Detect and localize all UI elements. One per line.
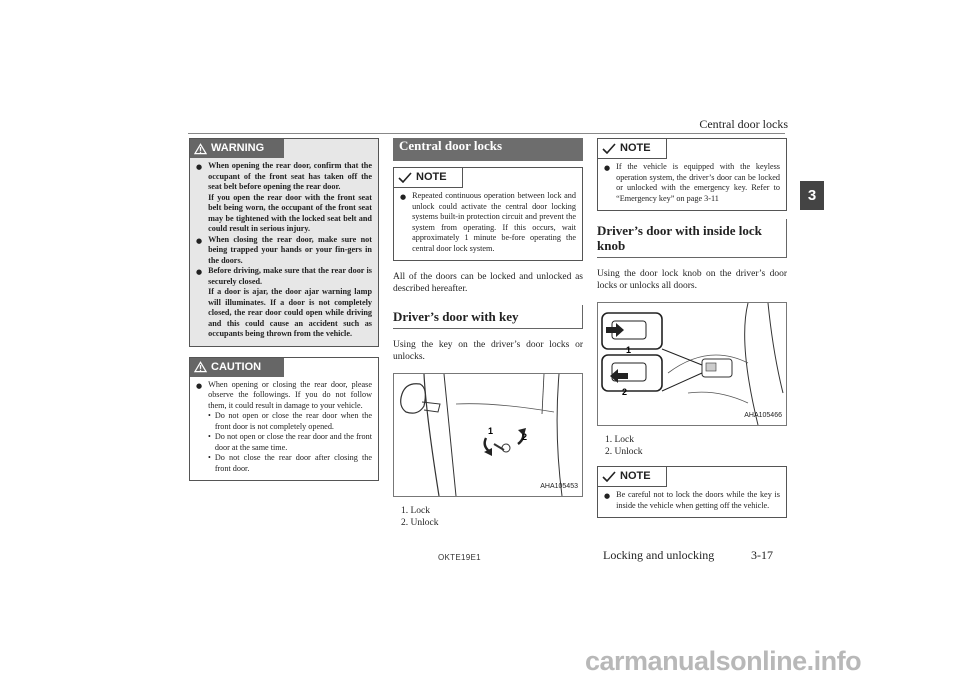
figure-callout-2: 2 [622,387,628,397]
caution-subitem: • Do not open or close the rear door and the front door at the same time. [208,432,372,452]
column-right [597,138,787,518]
header-rule [188,133,785,134]
door-key-illustration [394,374,582,496]
warning-item-text: When closing the rear door, make sure not being trapped your hands or your fin-gers in the doors. [208,234,372,265]
bullet-icon: ● [196,268,203,276]
footer-code: OKTE19E1 [438,553,481,562]
caution-subitem-text: Do not close the rear door after closing the front door. [214,453,372,473]
figure-code: AHA105453 [540,482,578,490]
note-item [604,162,780,204]
note-text: Be careful not to lock the doors while the key is inside the vehicle when getting off the vehicle. [616,490,780,510]
note-item [604,490,780,511]
bullet-icon: ● [604,164,611,172]
column-left [189,138,379,481]
caution-intro: When opening or closing the rear door, please observe the followings. If you do not follow them, it could result in damage to your vehicle. [208,379,372,410]
caution-subitem: • Do not close the rear door after closing the front door. [208,453,372,473]
key-legend [401,505,583,529]
note-box [597,138,787,211]
running-header-title: Central door locks [699,117,788,131]
note-label: NOTE [620,142,651,155]
note-pen-icon [602,143,616,154]
bullet-icon: ● [196,236,203,245]
note-body [598,487,786,517]
inside-knob-illustration [598,303,786,425]
bullet-icon: ● [196,381,203,390]
note-label: NOTE [620,470,651,483]
note-pen-icon [398,172,412,183]
warning-item-text: When opening the rear door, confirm that the occupant of the front seat has taken off the seat belt before opening the rear door. If you open the rear door with the front seat belt being worn, the occupant of the front seat may be tightened with the locked seat belt and could result in serious injury. [208,161,372,233]
note-text: If the vehicle is equipped with the keyless operation system, the driver’s door can be locked or unlocked with the emergency key. Refer to “Emergency key” on page 3-11 [616,162,780,203]
warning-item-text: Before driving, make sure that the rear door is securely closed. If a door is ajar, the door ajar warning lamp will illuminates. If a door is not completely closed, the rear door could open while driving and this could cause an accident such as occupants being thrown from the vehicle. [208,266,372,338]
figure-code: AHA105466 [744,411,782,419]
caution-subitem-text: Do not open or close the rear door and the front door at the same time. [214,432,372,452]
note-header [598,467,667,487]
warning-header [190,139,284,158]
warning-body [190,158,378,346]
bullet-icon: ● [196,163,203,171]
column-middle [393,138,583,529]
knob-figure [597,302,787,426]
note-pen-icon [602,471,616,482]
caution-sublist [208,411,372,474]
legend-unlock: 2. Unlock [605,447,643,457]
body-paragraph: Using the key on the driver’s door locks or unlocks. [393,340,583,362]
warning-item [196,161,372,235]
footer-section-title: Locking and unlocking [603,548,715,562]
page-number: 3-17 [751,548,773,562]
note-label: NOTE [416,171,447,184]
figure-callout-1: 1 [626,345,632,355]
note-text: Repeated continuous operation between lock and unlock could activate the central door locking systems built-in protection circuit and prevent the system from operating. If this occurs, wait approximately 1 minute be-fore operating the central door lock system. [412,191,576,253]
body-paragraph: Using the door lock knob on the driver’s door locks or unlocks all doors. [597,269,787,291]
note-header [598,139,667,159]
caution-label: CAUTION [211,360,262,373]
note-header [394,168,463,188]
subsection-heading: Driver’s door with inside lock knob [597,219,787,258]
note-box [597,466,787,518]
key-figure [393,373,583,497]
subsection-heading: Driver’s door with key [393,305,583,329]
knob-legend [605,434,787,458]
bullet-icon: ● [400,193,407,201]
figure-callout-2: 2 [522,432,528,442]
note-item [400,191,576,254]
figure-callout-1: 1 [488,426,494,436]
warning-item [196,235,372,267]
warning-item [196,266,372,340]
bullet-icon: ● [604,492,611,500]
note-body [598,159,786,210]
legend-unlock: 2. Unlock [401,518,439,528]
legend-lock: 1. Lock [401,506,431,516]
caution-box [189,357,379,482]
legend-lock: 1. Lock [605,435,635,445]
caution-body [190,377,378,481]
chapter-tab[interactable]: 3 [800,181,824,210]
caution-triangle-icon [194,361,207,373]
caution-subitem-text: Do not open or close the rear door when the front door is not completely opened. [214,411,372,431]
note-box [393,167,583,261]
caution-subitem: • Do not open or close the rear door when the front door is not completely opened. [208,411,372,431]
body-paragraph: All of the doors can be locked and unlocked as described hereafter. [393,272,583,294]
caution-header [190,358,284,377]
warning-label: WARNING [211,142,265,155]
section-title: Central door locks [393,138,583,161]
warning-box [189,138,379,347]
caution-item [196,380,372,412]
warning-triangle-icon [194,143,207,155]
note-body [394,188,582,260]
watermark: carmanualsonline.info [585,646,862,676]
